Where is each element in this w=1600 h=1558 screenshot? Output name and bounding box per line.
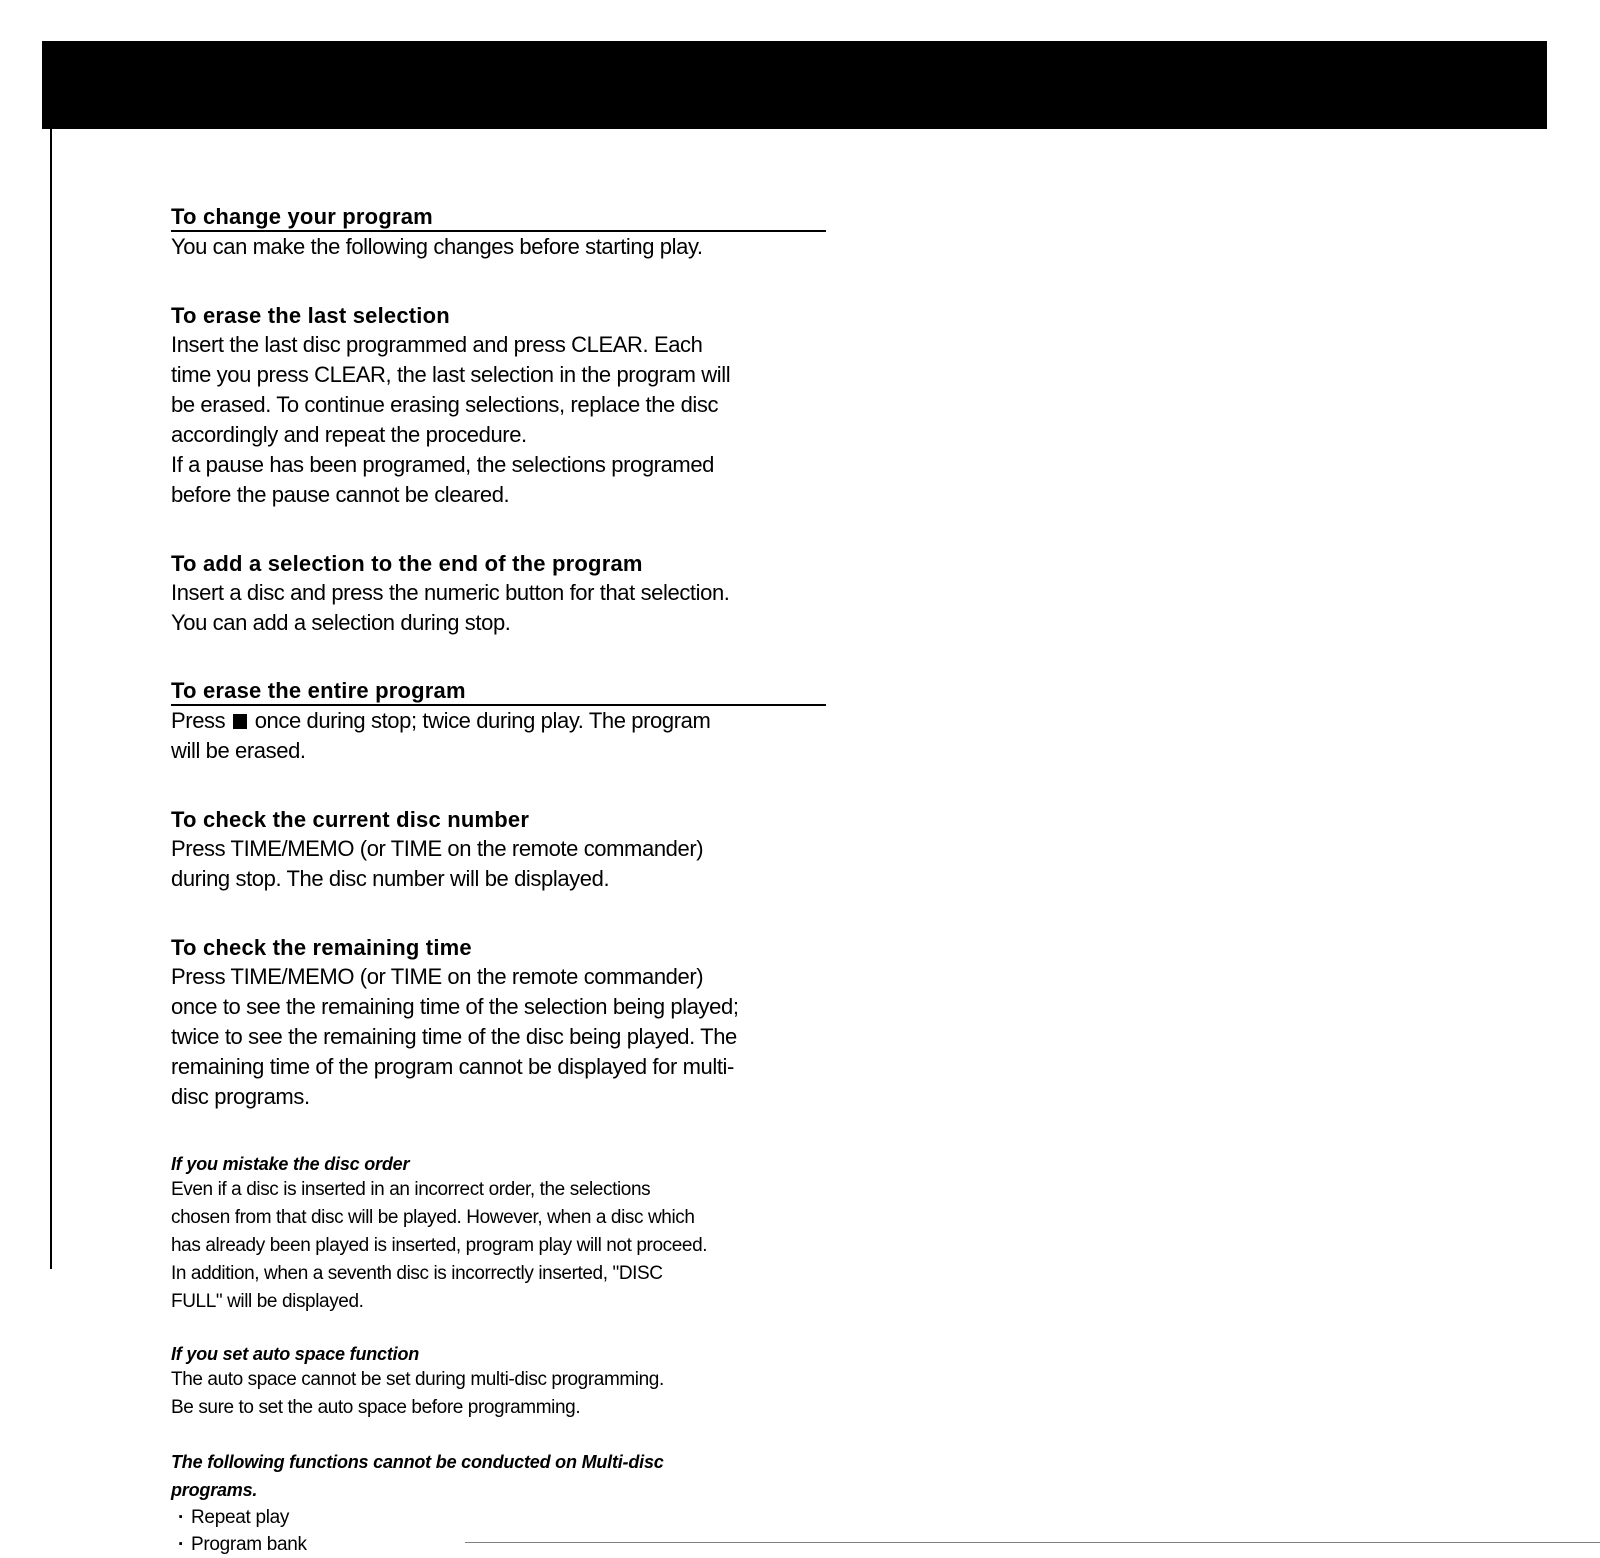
note-not-conducted xyxy=(171,1448,831,1558)
section-check-remaining-time xyxy=(171,934,831,1112)
section-erase-entire xyxy=(171,678,831,766)
section-erase-last xyxy=(171,302,831,510)
note-auto-space xyxy=(171,1342,831,1422)
note-text-auto-space: The auto space cannot be set during multi-disc programming. Be sure to set the auto space before programming. xyxy=(171,1369,664,1418)
note-heading-disc-order: If you mistake the disc order xyxy=(171,1154,410,1174)
heading-change-program: To change your program xyxy=(171,204,826,232)
note-text-disc-order: Even if a disc is inserted in an incorrect order, the selections chosen from that disc will be played. However, when a disc which has already been played is inserted, program play will not proceed. In addition, when a seventh disc is incorrectly inserted, "DISC FULL" will be displayed. xyxy=(171,1179,708,1312)
note-heading-not-conducted: The following functions cannot be conducted on Multi-disc programs. xyxy=(171,1452,664,1500)
heading-erase-last: To erase the last selection xyxy=(171,303,450,328)
heading-add-selection: To add a selection to the end of the program xyxy=(171,551,643,576)
note-disc-order xyxy=(171,1152,831,1316)
section-check-disc-number xyxy=(171,806,831,894)
left-margin-rule xyxy=(50,41,52,1269)
section-add-selection xyxy=(171,550,831,638)
note-heading-auto-space: If you set auto space function xyxy=(171,1344,420,1364)
list-item xyxy=(171,1504,831,1531)
manual-content xyxy=(171,204,831,1558)
heading-check-disc-number: To check the current disc number xyxy=(171,807,530,832)
list-item-label: Program bank xyxy=(191,1534,307,1555)
text-erase-last: Insert the last disc programmed and press CLEAR. Each time you press CLEAR, the last selection in the program will be erased. To continue erasing selections, replace the disc accordingly and repeat the procedure. If a pause has been programed, the selections programed before the pause cannot be cleared. xyxy=(171,332,731,507)
text-add-selection: Insert a disc and press the numeric button for that selection. You can add a selection during stop. xyxy=(171,580,730,635)
stop-icon xyxy=(233,714,247,729)
text-erase-entire xyxy=(171,706,831,766)
text-check-remaining-time: Press TIME/MEMO (or TIME on the remote commander) once to see the remaining time of the selection being played; twice to see the remaining time of the disc being played. The remaining time of the program cannot be displayed for multi- disc programs. xyxy=(171,964,739,1109)
function-list xyxy=(171,1504,831,1558)
text-check-disc-number: Press TIME/MEMO (or TIME on the remote commander) during stop. The disc number will be displayed. xyxy=(171,836,704,891)
heading-check-remaining-time: To check the remaining time xyxy=(171,935,472,960)
text-change-program: You can make the following changes before starting play. xyxy=(171,234,703,259)
list-item-label: Repeat play xyxy=(191,1507,290,1528)
text-erase-entire-rest: once during stop; twice during play. The program will be erased. xyxy=(171,708,711,763)
list-item xyxy=(171,1531,831,1558)
text-erase-entire-press: Press xyxy=(171,708,226,733)
header-bar xyxy=(42,41,1547,129)
heading-erase-entire: To erase the entire program xyxy=(171,678,826,706)
section-change-program xyxy=(171,204,831,262)
